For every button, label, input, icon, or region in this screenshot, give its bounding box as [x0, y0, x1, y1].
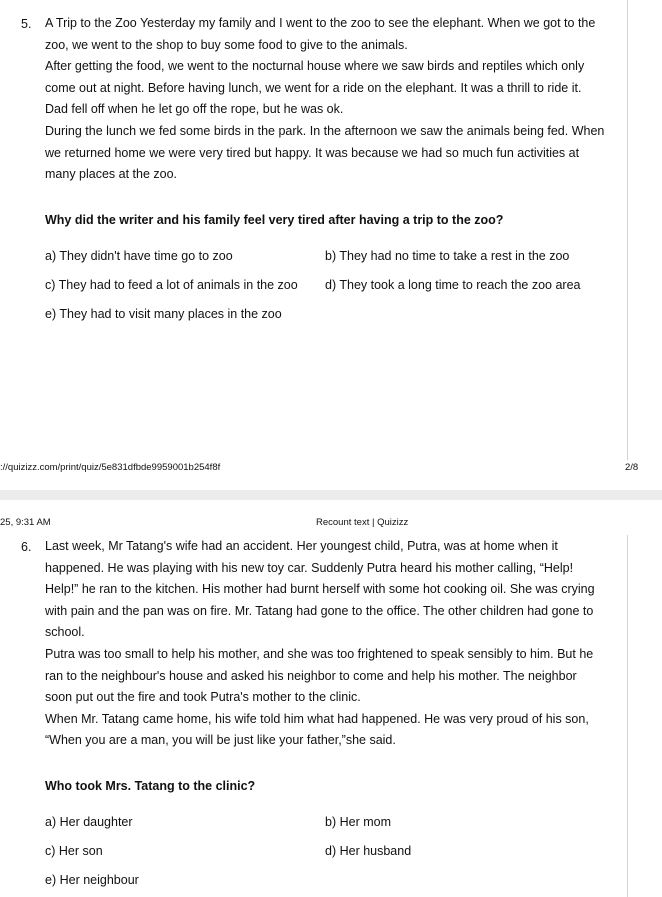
passage-paragraph: A Trip to the Zoo Yesterday my family and I went to the zoo to see the elephant. When we got to the zoo, we went to the shop to buy some food to give to the animals. [45, 16, 596, 52]
answer-option-c: c) They had to feed a lot of animals in the zoo [45, 278, 298, 292]
answer-option-e: e) They had to visit many places in the zoo [45, 307, 282, 321]
page-divider-line [627, 535, 628, 897]
header-timestamp: 25, 9:31 AM [0, 517, 51, 528]
answer-option-d: d) Her husband [325, 844, 412, 858]
question-passage [45, 536, 605, 752]
page-separator [0, 490, 662, 500]
footer-page-number: 2/8 [625, 462, 639, 473]
question-prompt: Why did the writer and his family feel very tired after having a trip to the zoo? [45, 213, 504, 227]
answer-option-b: b) They had no time to take a rest in the zoo [325, 249, 570, 263]
passage-paragraph: Last week, Mr Tatang's wife had an accident. Her youngest child, Putra, was at home when it happened. He was playing with his new toy car. Suddenly Putra heard his mother calling, “Help! Help!” he ran to the kitchen. His mother had burnt herself with some hot cooking oil. She was crying with pain and the pan was on fire. Mr. Tatang had gone to the office. The other children had gone to school. [45, 539, 595, 640]
passage-paragraph: Putra was too small to help his mother, and she was too frightened to speak sensibly to him. But he ran to the neighbour's house and asked his neighbor to come and help his mother. The neighbor soon put out the fire and took Putra's mother to the clinic. [45, 646, 594, 705]
answer-option-d: d) They took a long time to reach the zoo area [325, 278, 581, 292]
question-prompt: Who took Mrs. Tatang to the clinic? [45, 779, 256, 793]
page-divider-line [627, 0, 628, 460]
answer-option-a: a) They didn't have time go to zoo [45, 249, 233, 263]
passage-paragraph: After getting the food, we went to the nocturnal house where we saw birds and reptiles which only come out at night. Before having lunch, we went for a ride on the elephant. It was a thrill to ride it. Dad fell off when he let go off the rope, but he was ok. [45, 59, 585, 117]
question-number: 5. [21, 17, 32, 31]
print-page-3 [0, 500, 662, 897]
answer-option-b: b) Her mom [325, 815, 391, 829]
passage-paragraph: When Mr. Tatang came home, his wife told him what had happened. He was very proud of his son, “When you are a man, you will be just like your father,”she said. [45, 711, 589, 748]
answer-option-c: c) Her son [45, 844, 103, 858]
header-title: Recount text | Quizizz [316, 517, 409, 528]
footer-url: ://quizizz.com/print/quiz/5e831dfbde9959001b254f8f [0, 462, 221, 473]
answer-option-e: e) Her neighbour [45, 873, 139, 887]
answer-option-a: a) Her daughter [45, 815, 133, 829]
question-passage [45, 13, 605, 186]
question-number: 6. [21, 540, 32, 554]
passage-paragraph: During the lunch we fed some birds in the park. In the afternoon we saw the animals being fed. When we returned home we were very tired but happy. It was because we had so much fun activities at many places at the zoo. [45, 123, 605, 182]
